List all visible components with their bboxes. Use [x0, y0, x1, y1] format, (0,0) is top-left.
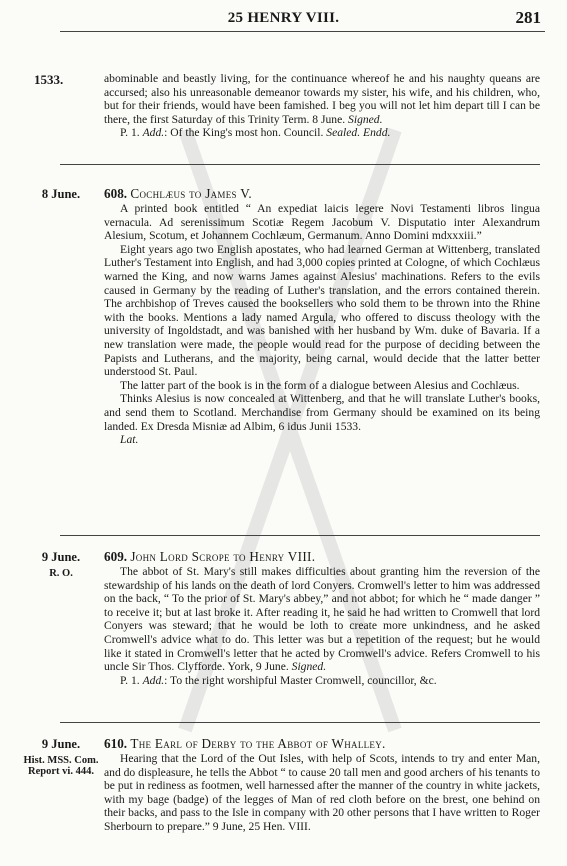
entry-meta: [104, 674, 540, 688]
entry-number: 610.: [104, 736, 128, 751]
entry-title: Cochlæus to James V.: [130, 186, 252, 201]
entry-heading: [104, 736, 540, 752]
entry-title: The Earl of Derby to the Abbot of Whalley.: [130, 736, 386, 751]
entry-number: 608.: [104, 186, 128, 201]
entry-number: 609.: [104, 549, 128, 564]
page-number: 281: [515, 8, 541, 27]
entry-heading: [104, 549, 540, 565]
page-count: P. 1.: [120, 673, 140, 687]
signed-mark: Signed.: [348, 112, 383, 126]
signed-mark: Signed.: [291, 660, 327, 674]
entry-date-block: [18, 550, 104, 579]
entry-paragraph: A printed book entitled “ An expediat laicis legere Novi Testamenti libros lingua vernacula. Ad serenissimum Scotiæ Regem Jacobum V. Disputatio inter Alexandrum Alesium, Scotum, et Johannem Cochlæum, Germanum. Anno Domini mdxxxiii.”: [104, 202, 540, 243]
continuation-text: [104, 72, 540, 140]
endd-mark: Endd.: [363, 126, 391, 140]
entry-date: 9 June.: [41, 737, 81, 751]
entry-source: Hist. MSS. Com. Report vi. 444.: [23, 755, 99, 777]
page-header: [0, 10, 567, 32]
entry-date-block: [18, 737, 104, 777]
continuation-meta: [104, 126, 540, 140]
header-rule: [60, 31, 545, 32]
separator: [60, 535, 540, 536]
add-label: Add.: [142, 673, 165, 687]
separator: [60, 722, 540, 723]
running-title: 25 HENRY VIII.: [227, 10, 340, 26]
entry-paragraph: Hearing that the Lord of the Out Isles, with help of Scots, intends to try and enter Man, and do displeasure, he tells the Abbot “ to cause 20 tall men and good archers of his tenants to be put in rediness as footmen, well harnessed after the manner of the country in white jackets, with my bage (badge) of the legges of Man of red cloth before on the brest, one behind on their backs, and pass to the Isle in company with 20 other persons that I have written to Roger Sherbourn to prepare.” 9 June, 25 Hen. VIII.: [104, 752, 540, 833]
entry-paragraph: Eight years ago two English apostates, who had learned German at Wittenberg, translated Luther's Testament into English, and had 3,000 copies printed at Cologne, of which Cochlæus warned the King, and now warns James against Alesius' machinations. Refers to the evils caused in Germany by the reading of Luther's translation, and the errors contained therein. The archbishop of Treves caused the booksellers who sold them to be thrown into the Rhine with the books. Mentions a lady named Argula, who offered to discuss theology with the university of Ingoldstadt, and was banished with her husband by Wm. duke of Bavaria. If a new translation were made, the people would read for the purpose of deciding between the Papists and Lutherans, and the majority, being carnal, would decide that the latter better understood St. Paul.: [104, 242, 540, 379]
add-label: Add.: [142, 126, 165, 140]
entry-paragraph: The abbot of St. Mary's still makes difficulties about granting him the reversion of the stewardship of his lands on the death of lord Conyers. Cromwell's letter to him was addressed on the back, “ To the prior of St. Mary's abbey,” and not abbot; for which he “ made danger ” to receive it; but at last broke it. After reading it, he said he had written to Cromwell that lord Conyers was steward; that he would be loth to create more unkindness, and he asked Cromwell's advice what to do. This letter was but a repetition of the request; but he would like it stated in Cromwell's letter that he acted by Cromwell's advice. Refers Cromwell to his uncle Sir Thos. Clyfforde. York, 9 June.: [104, 565, 540, 674]
entry-608: [104, 186, 540, 447]
address-text: : Of the King's most hon. Council.: [164, 126, 324, 140]
year-label: 1533.: [34, 72, 64, 87]
entry-610: [104, 736, 540, 834]
entry-title: John Lord Scrope to Henry VIII.: [130, 549, 316, 564]
entry-609: [104, 549, 540, 687]
sealed-mark: Sealed.: [326, 126, 361, 140]
continuation-body: abominable and beastly living, for the continuance whereof he and his naughty queans are accursed; also his unreasonable demeanor towards my sister, his wife, and his children, who, but for their friends, would have been famished. I beg you will not let him depart till I can be there, the first Saturday of this Trinity Term. 8 June.: [104, 72, 540, 126]
page-count: P. 1.: [120, 126, 140, 140]
entry-date: 8 June.: [41, 187, 81, 201]
entry-source: R. O.: [49, 568, 73, 579]
separator: [60, 164, 540, 165]
entry-language: Lat.: [120, 433, 139, 447]
address-text: : To the right worshipful Master Cromwell, councillor, &c.: [164, 673, 437, 687]
entry-date: 9 June.: [41, 550, 81, 564]
entry-heading: [104, 186, 540, 202]
entry-paragraph: Thinks Alesius is now concealed at Wittenberg, and that he will translate Luther's books, and send them to Scotland. Merchandise from Germany should be examined on its being landed. Ex Dresda Misniæ ad Albim, 6 idus Junii 1533.: [104, 392, 540, 433]
entry-paragraph: The latter part of the book is in the form of a dialogue between Alesius and Cochlæus.: [120, 378, 520, 392]
